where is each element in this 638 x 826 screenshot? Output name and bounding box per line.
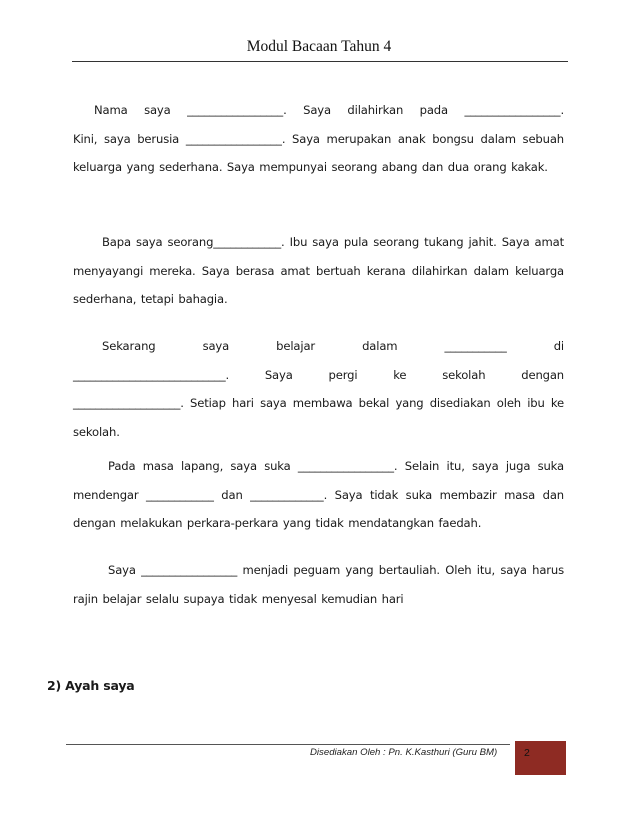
paragraph-hobbies: Pada masa lapang, saya suka _________________. Selain itu, saya juga suka mendengar ____________ dan _____________. Saya tidak suka membazir masa dan dengan melakukan perkara-perkara yang tidak mendatangkan faedah. <box>73 459 564 530</box>
footer-credit: Disediakan Oleh : Pn. K.Kasthuri (Guru BM) <box>310 747 498 758</box>
section-heading: 2) Ayah saya <box>47 678 135 693</box>
paragraph-name-age <box>73 96 564 182</box>
page-number-box <box>515 741 566 775</box>
header-rule <box>72 61 568 62</box>
paragraph-school-line1: Sekarang saya belajar dalam ___________ di <box>102 339 564 353</box>
paragraph-school <box>73 332 564 446</box>
paragraph-school-line2: ___________________________. Saya pergi ke sekolah dengan <box>73 367 564 382</box>
paragraph-age-family: Kini, saya berusia _________________. Saya merupakan anak bongsu dalam sebuah keluarga yang sederhana. Saya mempunyai seorang abang dan dua orang kakak. <box>73 131 564 174</box>
paragraph-ambition: Saya _________________ menjadi peguam yang bertauliah. Oleh itu, saya harus rajin belajar selalu supaya tidak menyesal kemudian hari <box>73 563 564 606</box>
footer-rule <box>66 744 510 745</box>
paragraph-name-line: Nama saya _________________. Saya dilahirkan pada _________________. <box>94 103 564 117</box>
page-number: 2 <box>524 747 530 759</box>
paragraph-parents: Bapa saya seorang____________. Ibu saya pula seorang tukang jahit. Saya amat menyayangi mereka. Saya berasa amat bertuah kerana dilahirkan dalam keluarga sederhana, tetapi bahagia. <box>73 235 564 306</box>
page-header-title: Modul Bacaan Tahun 4 <box>246 38 392 55</box>
paragraph-school-line3: ___________________. Setiap hari saya membawa bekal yang disediakan oleh ibu ke sekolah. <box>73 396 564 439</box>
